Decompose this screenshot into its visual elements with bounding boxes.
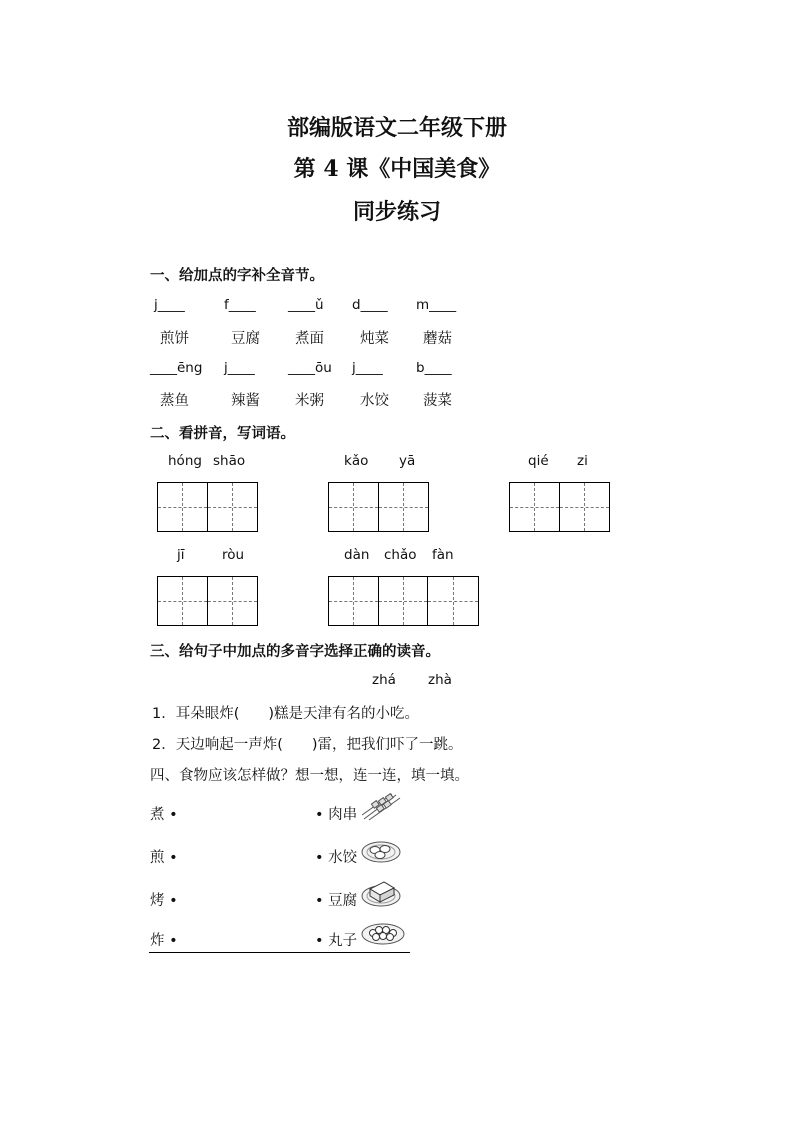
food-item[interactable]: • 水饺 (315, 850, 358, 866)
question-2: 2．天边响起一声炸( )雷，把我们吓了一跳。 (152, 737, 463, 753)
pinyin-syllable: fàn (432, 547, 454, 563)
blank-pinyin: ____ēng (150, 360, 203, 376)
writing-grid[interactable] (509, 482, 610, 532)
pinyin-syllable: shāo (213, 453, 246, 469)
page-title: 部编版语文二年级下册 (286, 115, 507, 141)
bottom-rule (149, 952, 410, 953)
blank-pinyin: b____ (416, 360, 452, 376)
word: 煮面 (295, 331, 324, 347)
word: 米粥 (295, 393, 324, 409)
blank-pinyin: ____ōu (288, 360, 332, 376)
cooking-method[interactable]: 炸 • (150, 933, 178, 949)
pinyin-syllable: dàn (344, 547, 370, 563)
pinyin-syllable: kǎo (344, 453, 369, 469)
reading-option: zhá (372, 672, 396, 688)
pinyin-syllable: hóng (168, 453, 202, 469)
section4-heading: 四、食物应该怎样做？想一想，连一连，填一填。 (150, 768, 469, 784)
reading-option: zhà (428, 672, 452, 688)
lesson-title: 第 4 课《中国美食》 (293, 156, 501, 182)
writing-grid[interactable] (328, 576, 479, 626)
grid-cell[interactable] (329, 577, 379, 625)
pinyin-syllable: yā (399, 453, 416, 469)
grid-cell[interactable] (560, 483, 610, 531)
food-item[interactable]: • 豆腐 (315, 893, 358, 909)
writing-grid[interactable] (157, 576, 258, 626)
blank-pinyin: j____ (224, 360, 255, 376)
skewers-icon (360, 793, 402, 821)
grid-cell[interactable] (379, 483, 429, 531)
cooking-method[interactable]: 煮 • (150, 807, 178, 823)
word: 蘑菇 (423, 331, 452, 347)
tofu-plate-icon (360, 876, 402, 908)
grid-cell[interactable] (379, 577, 429, 625)
grid-cell[interactable] (428, 577, 478, 625)
exercise-subtitle: 同步练习 (352, 199, 441, 225)
section3-heading: 三、给句子中加点的多音字选择正确的读音。 (150, 644, 440, 660)
food-item[interactable]: • 肉串 (315, 807, 358, 823)
word: 蒸鱼 (160, 393, 189, 409)
word: 水饺 (360, 393, 389, 409)
pinyin-syllable: zi (577, 453, 588, 469)
blank-pinyin: ____ǔ (288, 297, 324, 313)
section1-heading: 一、给加点的字补全音节。 (150, 268, 324, 284)
dumplings-plate-icon (360, 836, 402, 864)
meatballs-plate-icon (360, 918, 406, 946)
question-1: 1．耳朵眼炸( )糕是天津有名的小吃。 (152, 706, 420, 722)
grid-cell[interactable] (158, 577, 208, 625)
pinyin-syllable: ròu (222, 547, 245, 563)
blank-pinyin: m____ (416, 297, 457, 313)
grid-cell[interactable] (208, 577, 258, 625)
pinyin-syllable: jī (177, 547, 185, 563)
word: 炖菜 (360, 331, 389, 347)
word: 豆腐 (231, 331, 260, 347)
grid-cell[interactable] (208, 483, 258, 531)
pinyin-syllable: qié (528, 453, 549, 469)
grid-cell[interactable] (510, 483, 560, 531)
writing-grid[interactable] (328, 482, 429, 532)
grid-cell[interactable] (329, 483, 379, 531)
word: 辣酱 (231, 393, 260, 409)
pinyin-syllable: chǎo (384, 547, 417, 563)
blank-pinyin: j____ (154, 297, 185, 313)
food-item[interactable]: • 丸子 (315, 933, 358, 949)
blank-pinyin: d____ (352, 297, 388, 313)
writing-grid[interactable] (157, 482, 258, 532)
cooking-method[interactable]: 煎 • (150, 850, 178, 866)
word: 菠菜 (423, 393, 452, 409)
blank-pinyin: f____ (224, 297, 256, 313)
grid-cell[interactable] (158, 483, 208, 531)
section2-heading: 二、看拼音，写词语。 (150, 426, 295, 442)
cooking-method[interactable]: 烤 • (150, 893, 178, 909)
word: 煎饼 (160, 331, 189, 347)
blank-pinyin: j____ (352, 360, 383, 376)
